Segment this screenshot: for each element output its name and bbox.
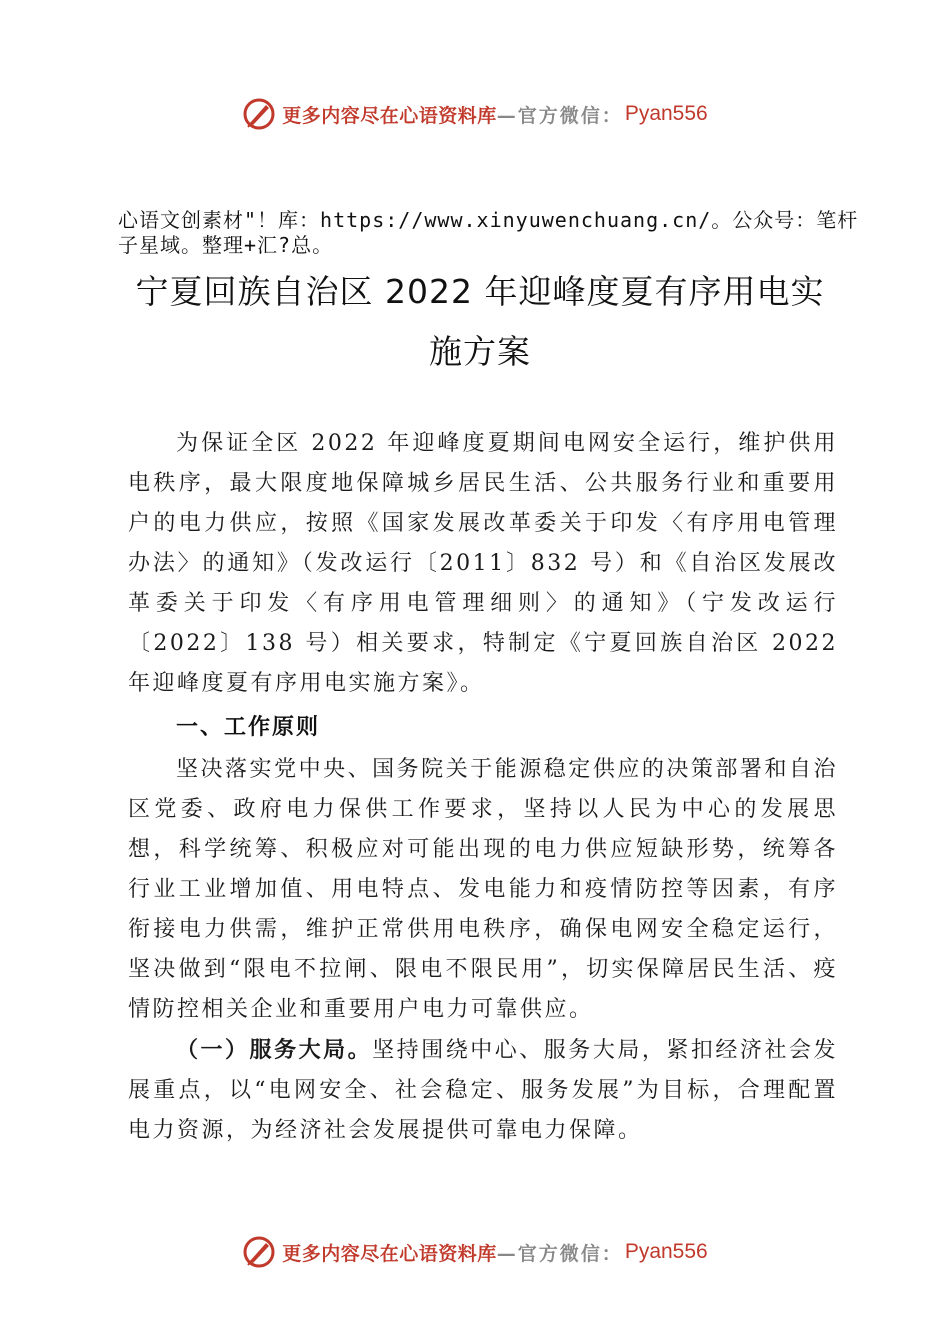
quill-logo-icon [242, 1235, 276, 1269]
footer-banner [0, 1232, 950, 1272]
footer-brand: 更多内容尽在心语资料库 [282, 1242, 497, 1265]
banner-official-label: —官方微信： [496, 104, 623, 127]
header-banner [0, 94, 950, 134]
title-line-2: 施方案 [429, 332, 531, 371]
banner-brand: 更多内容尽在心语资料库 [282, 104, 497, 127]
source-note: 心语文创素材"！库：https://www.xinyuwenchuang.cn/。公众号：笔杆子星域。整理+汇?总。 [118, 208, 859, 257]
item-serve-overall-lead: （一）服务大局。 [176, 1037, 373, 1063]
principles-paragraph: 坚决落实党中央、国务院关于能源稳定供应的决策部署和自治区党委、政府电力保供工作要求，坚持以人民为中心的发展思想，科学统筹、积极应对可能出现的电力供应短缺形势，统筹各行业工业增加值、用电特点、发电能力和疫情防控等因素，有序衔接电力供需，维护正常供用电秩序，确保电网安全稳定运行， 坚决做到“限电不拉闸、限电不限民用”，切实保障居民生活、疫情防控相关企业和重要用户电力可靠供应。 [128, 757, 838, 1022]
footer-official-label: —官方微信： [496, 1242, 623, 1265]
document-title [100, 262, 860, 382]
item-serve-overall-body: 坚持围绕中心、服务大局，紧扣经济社会发展重点，以“电网安全、社会稳定、服务发展”为目标，合理配置电力资源，为经济社会发展提供可靠电力保障。 [128, 1038, 838, 1143]
intro-paragraph: 为保证全区 2022 年迎峰度夏期间电网安全运行，维护供用电秩序，最大限度地保障城乡居民生活、公共服务行业和重要用 户的电力供应，按照《国家发展改革委关于印发〈有序用电管理办法〉的通知》（发改运行〔2011〕832 号）和《自治区发展改革委关于印发〈有序用电管理细则〉的通知》（宁发改运行〔2022〕138 号）相关要求，特制定《宁夏回族自治区 2022 年迎峰度夏有序用电实施方案》。 [128, 431, 838, 696]
banner-wechat-id: Pyan556 [624, 102, 708, 125]
title-line-1: 宁夏回族自治区 2022 年迎峰度夏有序用电实 [135, 272, 825, 311]
item-serve-overall-paragraph [128, 1030, 838, 1151]
footer-wechat-id: Pyan556 [624, 1240, 708, 1263]
section-heading-principles: 一、工作原则 [176, 715, 321, 740]
quill-logo-icon [242, 97, 276, 131]
